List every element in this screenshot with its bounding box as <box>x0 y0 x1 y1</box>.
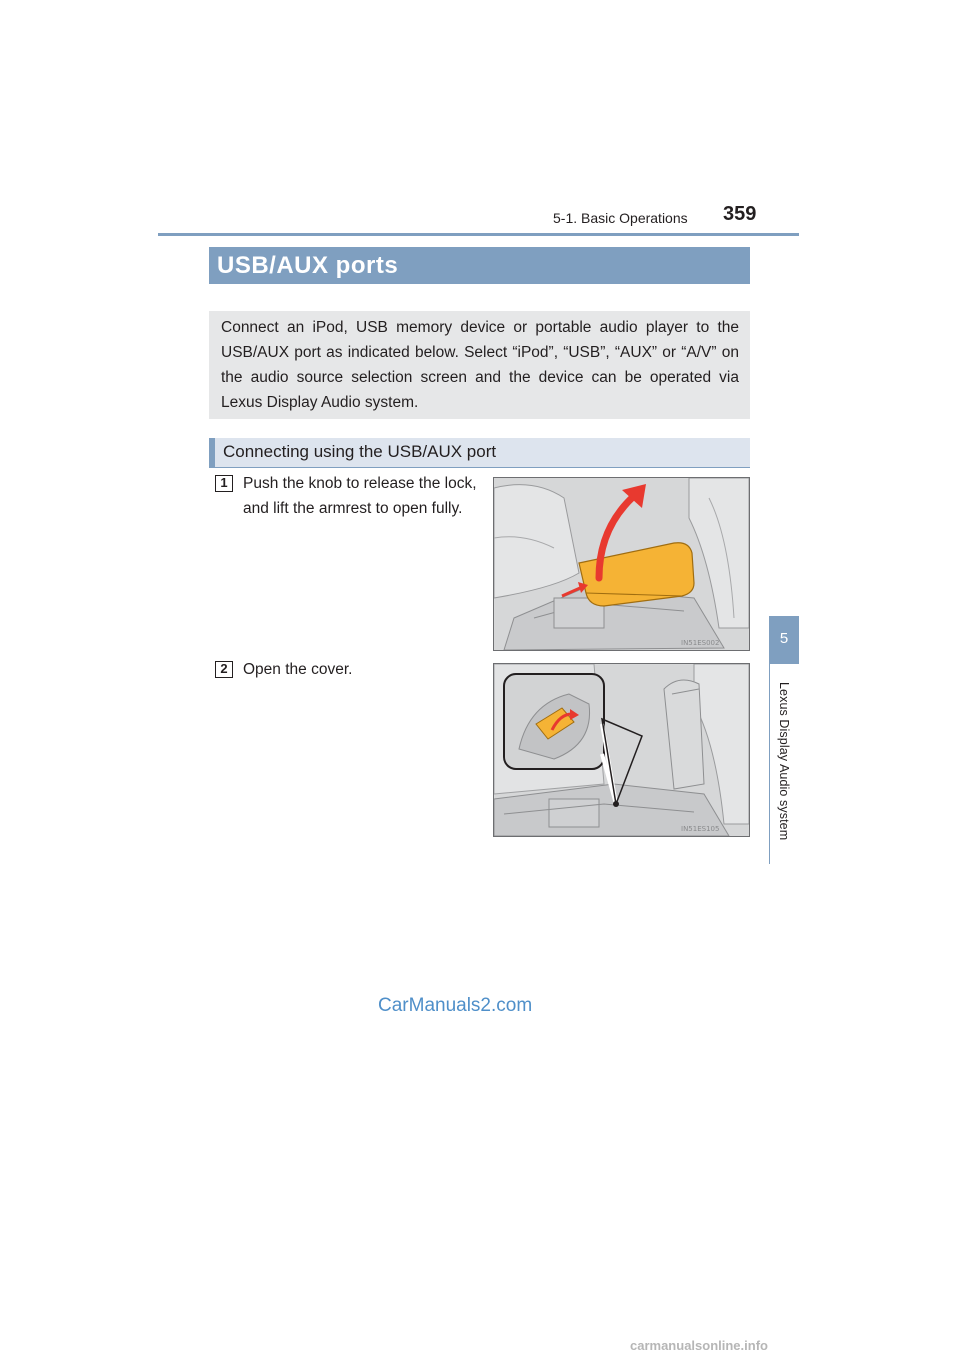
section-header: 5-1. Basic Operations <box>553 210 688 226</box>
step-text-2: Open the cover. <box>243 661 353 678</box>
chapter-title: Lexus Display Audio system <box>777 682 791 841</box>
step-number-1: 1 <box>215 475 233 492</box>
intro-text: Connect an iPod, USB memory device or portable audio player to the USB/AUX port as indicated below. Select “iPod”, “USB”, “AUX” or “A/V” on the audio source selection screen and the device can be operated via Lexus Display Audio system. <box>209 311 750 419</box>
usb-cover-drawing <box>494 664 749 836</box>
figure-code-2: IN51ES105 <box>681 825 720 833</box>
footer-logo: carmanualsonline.info <box>630 1338 768 1353</box>
armrest-illustration <box>493 477 750 651</box>
chapter-tab: 5 <box>769 616 799 664</box>
subsection-title: Connecting using the USB/AUX port <box>209 438 750 468</box>
step-text-1: Push the knob to release the lock, and lift the armrest to open fully. <box>243 475 477 517</box>
figure-code-1: IN51ES002 <box>681 639 720 647</box>
step-number-2: 2 <box>215 661 233 678</box>
page-number: 359 <box>723 203 757 225</box>
usb-cover-illustration <box>493 663 750 837</box>
chapter-tab-rule <box>769 664 770 864</box>
header-rule <box>158 233 799 236</box>
page-title: USB/AUX ports <box>209 247 750 284</box>
armrest-drawing <box>494 478 749 650</box>
watermark-link[interactable]: CarManuals2.com <box>378 995 533 1016</box>
